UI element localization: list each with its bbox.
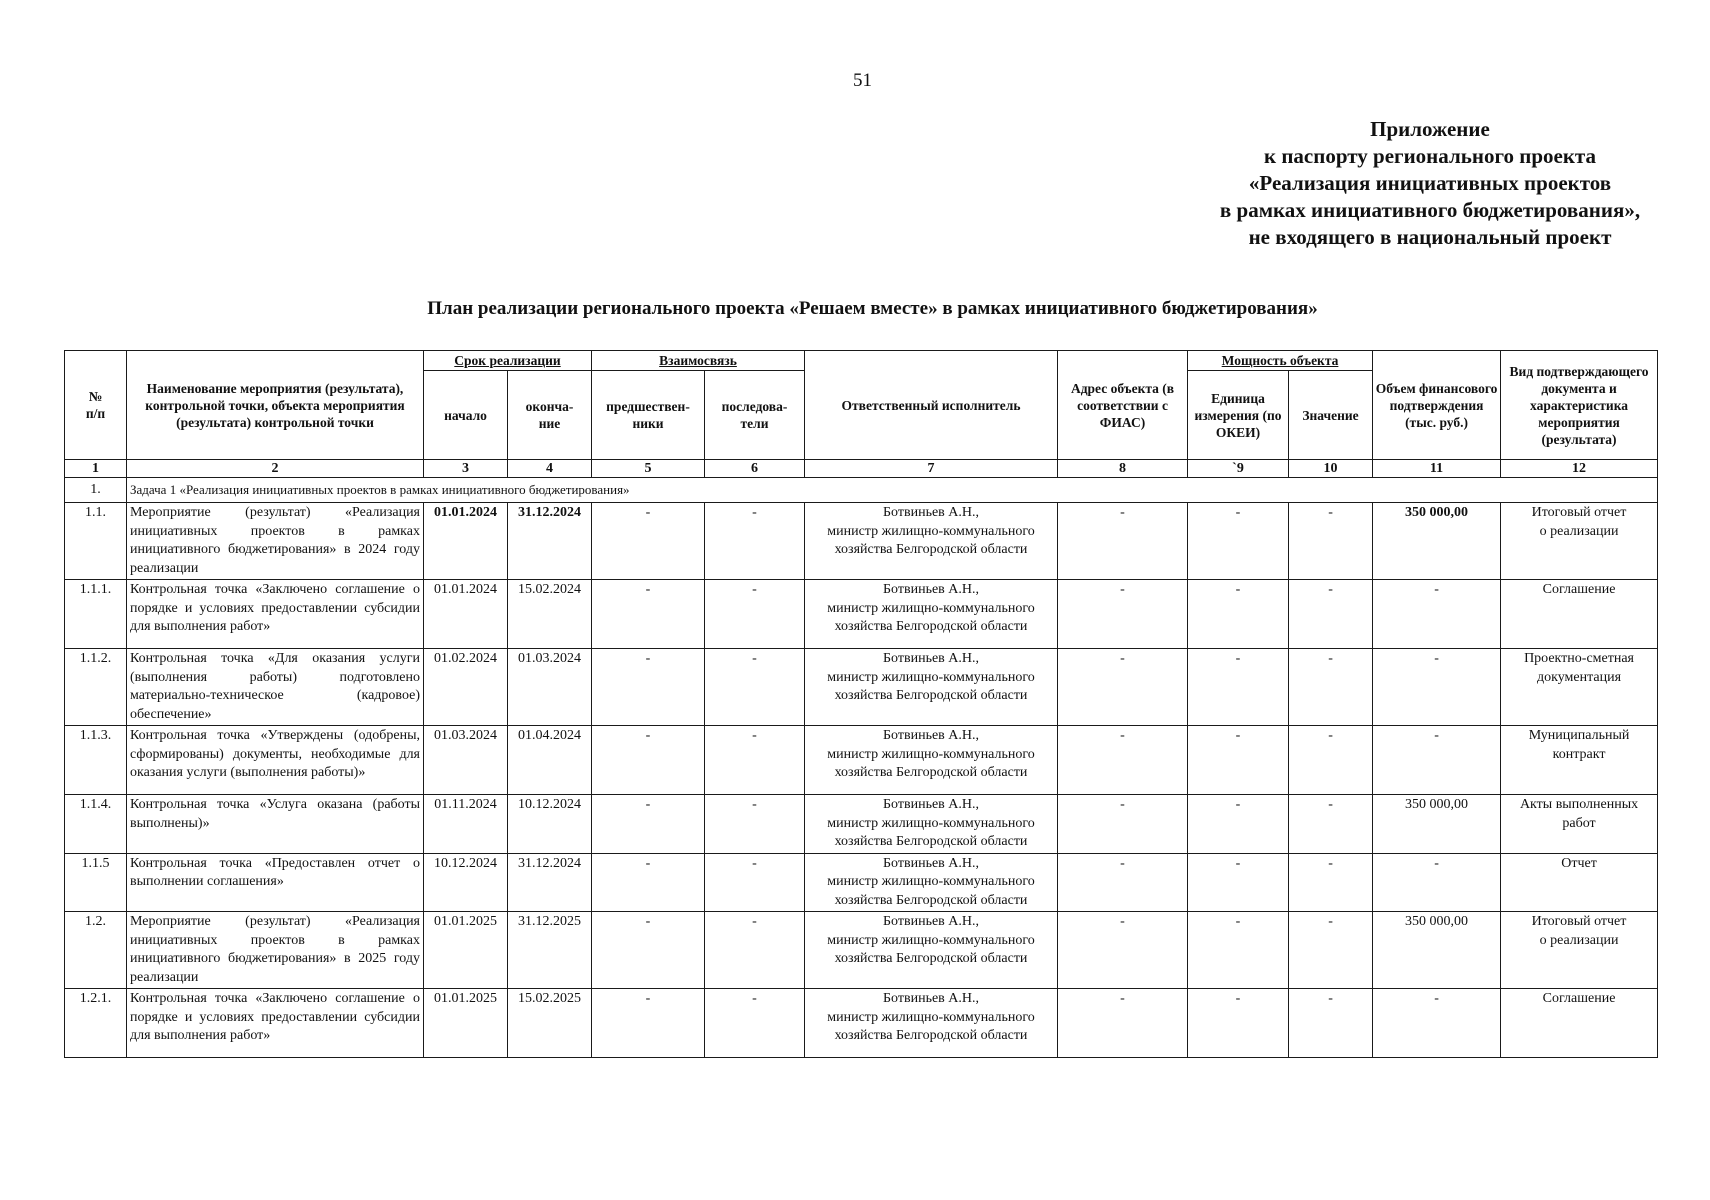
cell-unit: - (1188, 853, 1289, 912)
table-row (65, 580, 1658, 649)
cell-end: 10.12.2024 (508, 795, 592, 854)
table-row (65, 649, 1658, 726)
header-start: начало (424, 371, 508, 460)
cell-succ: - (705, 726, 805, 795)
cell-responsible: Ботвиньев А.Н., министр жилищно-коммунального хозяйства Белгородской области (805, 649, 1058, 726)
column-number: 11 (1373, 460, 1501, 478)
column-number: 7 (805, 460, 1058, 478)
header-succ: последова- тели (705, 371, 805, 460)
task-row (65, 478, 1658, 503)
cell-end: 15.02.2025 (508, 989, 592, 1058)
cell-value: - (1289, 989, 1373, 1058)
table-header (65, 351, 1658, 478)
task-text: Задача 1 «Реализация инициативных проектов в рамках инициативного бюджетирования» (127, 478, 1658, 503)
cell-num: 1.1.2. (65, 649, 127, 726)
column-number: 5 (592, 460, 705, 478)
cell-pred: - (592, 503, 705, 580)
cell-address: - (1058, 503, 1188, 580)
cell-start: 10.12.2024 (424, 853, 508, 912)
cell-pred: - (592, 795, 705, 854)
cell-succ: - (705, 912, 805, 989)
cell-start: 01.01.2025 (424, 989, 508, 1058)
cell-pred: - (592, 912, 705, 989)
cell-address: - (1058, 853, 1188, 912)
cell-succ: - (705, 580, 805, 649)
plan-table (64, 350, 1658, 1058)
cell-unit: - (1188, 795, 1289, 854)
header-address: Адрес объекта (в соответствии с ФИАС) (1058, 351, 1188, 460)
cell-doc: Проектно-сметная документация (1501, 649, 1658, 726)
appendix-line: к паспорту регионального проекта (1263, 144, 1596, 168)
cell-finance: - (1373, 989, 1501, 1058)
column-number: 1 (65, 460, 127, 478)
appendix-line: в рамках инициативного бюджетирования», (1219, 198, 1641, 222)
cell-succ: - (705, 853, 805, 912)
cell-address: - (1058, 649, 1188, 726)
cell-doc: Отчет (1501, 853, 1658, 912)
cell-pred: - (592, 853, 705, 912)
cell-doc: Соглашение (1501, 989, 1658, 1058)
cell-end: 01.04.2024 (508, 726, 592, 795)
cell-finance: 350 000,00 (1373, 503, 1501, 580)
appendix-line: не входящего в национальный проект (1248, 225, 1612, 249)
cell-finance: - (1373, 580, 1501, 649)
cell-start: 01.01.2024 (424, 503, 508, 580)
cell-start: 01.01.2025 (424, 912, 508, 989)
cell-end: 15.02.2024 (508, 580, 592, 649)
cell-pred: - (592, 649, 705, 726)
column-number: 6 (705, 460, 805, 478)
column-number: 4 (508, 460, 592, 478)
header-responsible: Ответственный исполнитель (805, 351, 1058, 460)
task-num: 1. (65, 478, 127, 503)
header-name: Наименование мероприятия (результата), контрольной точки, объекта мероприятия (результата) контрольной точки (127, 351, 424, 460)
cell-doc: Итоговый отчет о реализации (1501, 503, 1658, 580)
column-numbers-row (65, 460, 1658, 478)
table-body (65, 478, 1658, 1058)
cell-end: 31.12.2024 (508, 503, 592, 580)
cell-num: 1.2.1. (65, 989, 127, 1058)
cell-responsible: Ботвиньев А.Н., министр жилищно-коммунального хозяйства Белгородской области (805, 853, 1058, 912)
cell-finance: 350 000,00 (1373, 912, 1501, 989)
cell-num: 1.1.5 (65, 853, 127, 912)
cell-finance: - (1373, 853, 1501, 912)
appendix-line: Приложение (1370, 117, 1490, 141)
cell-num: 1.1.4. (65, 795, 127, 854)
cell-pred: - (592, 989, 705, 1058)
cell-pred: - (592, 726, 705, 795)
plan-title: План реализации регионального проекта «Решаем вместе» в рамках инициативного бюджетирования» (427, 298, 1318, 319)
appendix-line: «Реализация инициативных проектов (1248, 171, 1612, 195)
header-doc-type: Вид подтверждающего документа и характеристика мероприятия (результата) (1501, 351, 1658, 460)
column-number: 3 (424, 460, 508, 478)
table-row (65, 912, 1658, 989)
cell-end: 01.03.2024 (508, 649, 592, 726)
appendix-header (1150, 116, 1710, 251)
cell-responsible: Ботвиньев А.Н., министр жилищно-коммунального хозяйства Белгородской области (805, 795, 1058, 854)
cell-start: 01.02.2024 (424, 649, 508, 726)
column-number: 10 (1289, 460, 1373, 478)
cell-responsible: Ботвиньев А.Н., министр жилищно-коммунального хозяйства Белгородской области (805, 912, 1058, 989)
cell-value: - (1289, 726, 1373, 795)
header-capacity-group: Мощность объекта (1188, 351, 1373, 371)
cell-start: 01.11.2024 (424, 795, 508, 854)
cell-responsible: Ботвиньев А.Н., министр жилищно-коммунального хозяйства Белгородской области (805, 580, 1058, 649)
table-row (65, 853, 1658, 912)
cell-name: Контрольная точка «Заключено соглашение о порядке и условиях предоставлении субсидии для выполнения работ» (127, 580, 424, 649)
cell-unit: - (1188, 649, 1289, 726)
header-term-group: Срок реализации (424, 351, 592, 371)
header-num: № п/п (65, 351, 127, 460)
cell-start: 01.01.2024 (424, 580, 508, 649)
cell-unit: - (1188, 726, 1289, 795)
cell-name: Контрольная точка «Услуга оказана (работы выполнены)» (127, 795, 424, 854)
cell-responsible: Ботвиньев А.Н., министр жилищно-коммунального хозяйства Белгородской области (805, 726, 1058, 795)
cell-name: Мероприятие (результат) «Реализация инициативных проектов в рамках инициативного бюджетирования» в 2025 году реализации (127, 912, 424, 989)
cell-responsible: Ботвиньев А.Н., министр жилищно-коммунального хозяйства Белгородской области (805, 503, 1058, 580)
table-row (65, 989, 1658, 1058)
cell-address: - (1058, 912, 1188, 989)
cell-end: 31.12.2024 (508, 853, 592, 912)
cell-unit: - (1188, 912, 1289, 989)
cell-doc: Муниципальный контракт (1501, 726, 1658, 795)
cell-value: - (1289, 649, 1373, 726)
cell-num: 1.1.1. (65, 580, 127, 649)
cell-name: Мероприятие (результат) «Реализация инициативных проектов в рамках инициативного бюджетирования» в 2024 году реализации (127, 503, 424, 580)
cell-address: - (1058, 989, 1188, 1058)
cell-succ: - (705, 649, 805, 726)
cell-end: 31.12.2025 (508, 912, 592, 989)
cell-finance: - (1373, 726, 1501, 795)
cell-address: - (1058, 795, 1188, 854)
cell-doc: Итоговый отчет о реализации (1501, 912, 1658, 989)
cell-num: 1.2. (65, 912, 127, 989)
table-row (65, 795, 1658, 854)
table-row (65, 503, 1658, 580)
cell-doc: Соглашение (1501, 580, 1658, 649)
header-pred: предшествен- ники (592, 371, 705, 460)
cell-num: 1.1.3. (65, 726, 127, 795)
cell-succ: - (705, 503, 805, 580)
column-number: 12 (1501, 460, 1658, 478)
cell-succ: - (705, 795, 805, 854)
table-row (65, 726, 1658, 795)
cell-unit: - (1188, 580, 1289, 649)
cell-succ: - (705, 989, 805, 1058)
cell-finance: - (1373, 649, 1501, 726)
header-value: Значение (1289, 371, 1373, 460)
header-finance: Объем финансового подтверждения (тыс. руб.) (1373, 351, 1501, 460)
cell-value: - (1289, 580, 1373, 649)
cell-start: 01.03.2024 (424, 726, 508, 795)
header-link-group: Взаимосвязь (592, 351, 805, 371)
cell-address: - (1058, 726, 1188, 795)
column-number: `9 (1188, 460, 1289, 478)
cell-unit: - (1188, 503, 1289, 580)
cell-unit: - (1188, 989, 1289, 1058)
cell-value: - (1289, 503, 1373, 580)
cell-address: - (1058, 580, 1188, 649)
cell-name: Контрольная точка «Предоставлен отчет о выполнении соглашения» (127, 853, 424, 912)
column-number: 8 (1058, 460, 1188, 478)
cell-num: 1.1. (65, 503, 127, 580)
header-end: оконча- ние (508, 371, 592, 460)
cell-value: - (1289, 912, 1373, 989)
cell-responsible: Ботвиньев А.Н., министр жилищно-коммунального хозяйства Белгородской области (805, 989, 1058, 1058)
page-number: 51 (853, 70, 872, 91)
cell-name: Контрольная точка «Заключено соглашение о порядке и условиях предоставлении субсидии для выполнения работ» (127, 989, 424, 1058)
cell-finance: 350 000,00 (1373, 795, 1501, 854)
column-number: 2 (127, 460, 424, 478)
cell-doc: Акты выполненных работ (1501, 795, 1658, 854)
cell-pred: - (592, 580, 705, 649)
cell-value: - (1289, 853, 1373, 912)
cell-name: Контрольная точка «Для оказания услуги (выполнения работы) подготовлено материально-техническое (кадровое) обеспечение» (127, 649, 424, 726)
header-unit: Единица измерения (по ОКЕИ) (1188, 371, 1289, 460)
cell-value: - (1289, 795, 1373, 854)
cell-name: Контрольная точка «Утверждены (одобрены, сформированы) документы, необходимые для оказания услуги (выполнения работы)» (127, 726, 424, 795)
